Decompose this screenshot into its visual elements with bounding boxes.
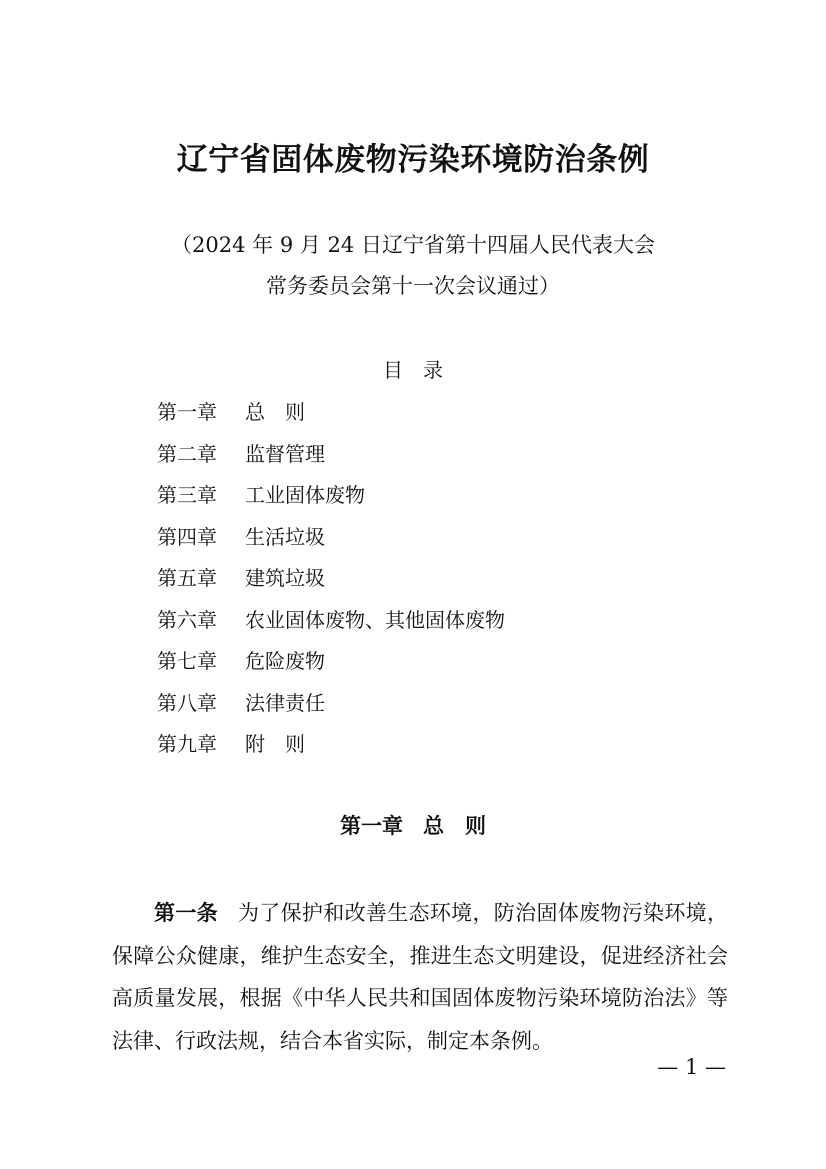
toc-item-number: 第六章 bbox=[157, 607, 217, 632]
toc-item-number: 第八章 bbox=[157, 690, 217, 715]
toc-item-number: 第五章 bbox=[157, 566, 217, 590]
chapter-title: 总 则 bbox=[423, 814, 486, 838]
toc-item bbox=[157, 522, 505, 564]
toc-item-title: 工业固体废物 bbox=[245, 483, 365, 507]
toc-item-title: 监督管理 bbox=[245, 441, 325, 466]
toc-item bbox=[157, 480, 505, 522]
toc-item bbox=[157, 439, 505, 481]
toc-item bbox=[157, 729, 505, 771]
toc-item-number: 第四章 bbox=[157, 524, 217, 549]
toc-item-title: 生活垃圾 bbox=[245, 524, 325, 549]
toc-item-number: 第七章 bbox=[157, 649, 217, 673]
document-subtitle-line-1: （2024 年 9 月 24 日辽宁省第十四届人民代表大会 bbox=[171, 233, 655, 257]
toc-heading: 目 录 bbox=[383, 358, 443, 382]
toc-item-number: 第二章 bbox=[157, 441, 217, 466]
article-paragraph bbox=[112, 892, 728, 1062]
chapter-number: 第一章 bbox=[340, 814, 403, 838]
document-title: 辽宁省固体废物污染环境防治条例 bbox=[176, 142, 650, 178]
toc-item-title: 农业固体废物、其他固体废物 bbox=[245, 607, 505, 632]
page-number: — 1 — bbox=[657, 1055, 726, 1079]
toc-item bbox=[157, 605, 505, 647]
table-of-contents bbox=[157, 397, 505, 771]
toc-item bbox=[157, 688, 505, 730]
toc-item bbox=[157, 563, 505, 605]
toc-item bbox=[157, 646, 505, 688]
document-subtitle-line-2: 常务委员会第十一次会议通过） bbox=[266, 274, 560, 298]
toc-item-title: 危险废物 bbox=[245, 649, 325, 673]
toc-item-title: 总 则 bbox=[245, 400, 305, 424]
toc-item-number: 第三章 bbox=[157, 483, 217, 507]
article-label: 第一条 bbox=[154, 901, 218, 925]
toc-item-title: 建筑垃圾 bbox=[245, 566, 325, 590]
chapter-heading bbox=[0, 811, 826, 841]
toc-item-number: 第九章 bbox=[157, 732, 217, 756]
toc-item-title: 附 则 bbox=[245, 732, 305, 756]
toc-item bbox=[157, 397, 505, 439]
toc-item-number: 第一章 bbox=[157, 400, 217, 424]
toc-item-title: 法律责任 bbox=[245, 690, 325, 715]
article-text: 为了保护和改善生态环境，防治固体废物污染环境，保障公众健康，维护生态安全，推进生态文明建设，促进经济社会高质量发展，根据《中华人民共和国固体废物污染环境防治法》等法律、行政法规，结合本省实际，制定本条例。 bbox=[112, 901, 729, 1053]
